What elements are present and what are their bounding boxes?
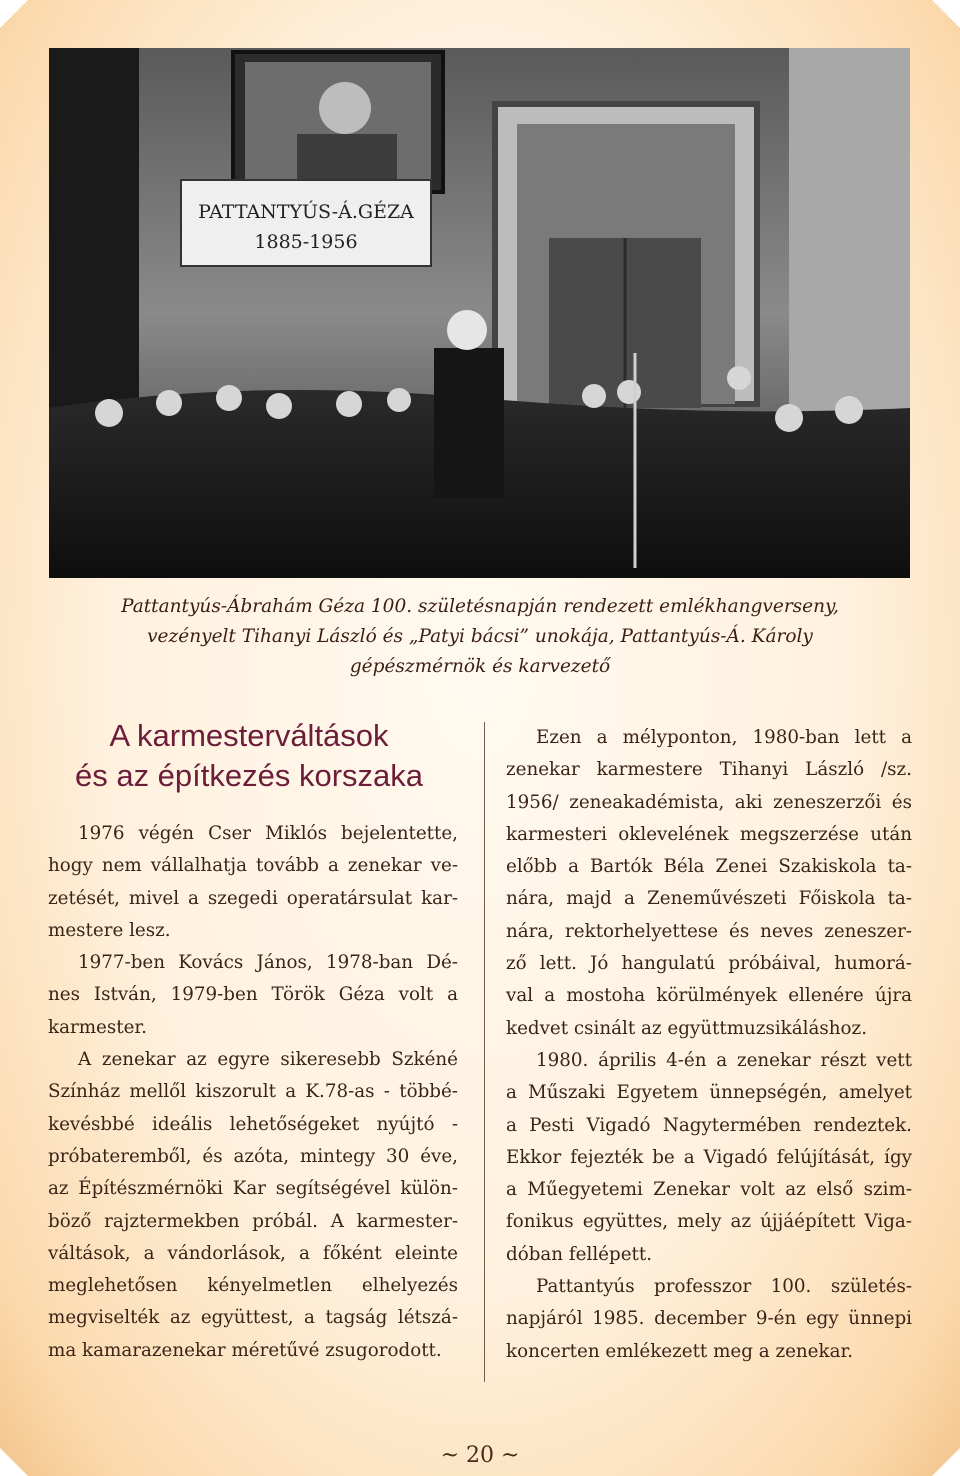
caption-line: gépészmérnök és karvezető <box>349 656 611 677</box>
text-line: a Műszaki Egyetem ünnepségén, amelyet <box>506 1082 912 1104</box>
text-line: Színház mellől kiszorult a K.78-as - többé- <box>48 1081 458 1103</box>
text-line: ma kamarazenekar méretűvé zsugorodott. <box>48 1339 442 1361</box>
paragraph <box>48 1044 458 1367</box>
column-divider <box>484 722 485 1382</box>
text-line: koncerten emlékezett meg a zenekar. <box>506 1340 854 1362</box>
text-line: nára, rektorhelyettese és neves zeneszer- <box>506 920 912 942</box>
text-line: megviselték az együttest, a tagság létszá- <box>48 1307 458 1329</box>
text-line: hogy nem vállalhatja tovább a zenekar ve- <box>48 855 458 877</box>
text-line: kevésbbé ideális lehetőségeket nyújtó - <box>48 1113 458 1135</box>
section-heading <box>48 716 450 796</box>
text-line: az Építészmérnöki Kar segítségével külön- <box>48 1178 458 1200</box>
text-line: zenekar karmestere Tihanyi László /sz. <box>506 759 912 781</box>
text-line: Pattantyús professzor 100. születés- <box>536 1276 912 1298</box>
left-column <box>48 818 458 1367</box>
corner-cut <box>932 0 960 28</box>
text-line: 1980. április 4-én a zenekar részt vett <box>536 1049 912 1071</box>
text-line: karmesteri oklevelének megszerzése után <box>506 823 912 845</box>
text-line: dóban fellépett. <box>506 1243 653 1265</box>
page-number: ~ 20 ~ <box>440 1443 520 1468</box>
plaque-years: 1885-1956 <box>254 231 358 253</box>
text-line: mestere lesz. <box>48 919 171 941</box>
text-line: napjáról 1985. december 9-én egy ünnepi <box>506 1308 912 1330</box>
text-line: val a mostoha körülmények ellenére újra <box>506 985 912 1007</box>
right-column <box>506 722 912 1368</box>
paragraph <box>506 1045 912 1271</box>
paragraph <box>506 1271 912 1368</box>
concert-photo <box>49 48 910 578</box>
text-line: karmester. <box>48 1016 147 1038</box>
text-line: 1977-ben Kovács János, 1978-ban Dé- <box>78 952 458 974</box>
paragraph <box>48 947 458 1044</box>
text-line: 1956/ zeneakadémista, aki zeneszerzői és <box>506 791 912 813</box>
text-line: Ezen a mélyponton, 1980-ban lett a <box>536 727 912 748</box>
text-line: nára, majd a Zeneművészeti Főiskola ta- <box>506 888 912 910</box>
text-line: A zenekar az egyre sikeresebb Szkéné <box>78 1049 458 1071</box>
paragraph <box>506 722 912 1045</box>
corner-cut <box>0 0 28 28</box>
text-line: Ekkor fejezték be a Vigadó felújítását, így <box>506 1146 912 1168</box>
text-line: előbb a Bartók Béla Zenei Szakiskola ta- <box>506 856 912 878</box>
text-line: böző rajztermekben próbál. A karmester- <box>48 1210 458 1232</box>
text-line: nes István, 1979-ben Török Géza volt a <box>48 984 458 1006</box>
text-line: fonikus együttes, mely az újjáépített Viga- <box>506 1211 912 1233</box>
text-line: 1976 végén Cser Miklós bejelentette, <box>78 823 458 844</box>
photo-caption <box>60 592 900 682</box>
text-line: ző lett. Jó hangulatú próbáival, humorá- <box>506 953 912 975</box>
caption-line: Pattantyús-Ábrahám Géza 100. születésnapján rendezett emlékhangverseny, <box>121 596 839 617</box>
heading-line: A karmesterváltások <box>109 718 389 753</box>
text-line: kedvet csinált az együttmuzsikáláshoz. <box>506 1017 868 1039</box>
text-line: meglehetősen kényelmetlen elhelyezés <box>48 1275 458 1297</box>
plaque-name: PATTANTYÚS-Á.GÉZA <box>198 201 414 223</box>
text-line: a Pesti Vigadó Nagytermében rendeztek. <box>506 1114 912 1136</box>
paragraph <box>48 818 458 947</box>
text-line: váltások, a vándorlások, a főként eleinte <box>48 1242 458 1264</box>
caption-line: vezényelt Tihanyi László és „Patyi bácsi” unokája, Pattantyús-Á. Károly <box>147 626 813 647</box>
text-line: a Műegyetemi Zenekar volt az első szim- <box>506 1179 912 1201</box>
heading-line: és az építkezés korszaka <box>74 758 424 793</box>
text-line: zetését, mivel a szegedi operatársulat kar- <box>48 887 458 909</box>
concert-photo-drawing <box>49 48 910 578</box>
text-line: próbateremből, és azóta, mintegy 30 éve, <box>48 1145 458 1167</box>
